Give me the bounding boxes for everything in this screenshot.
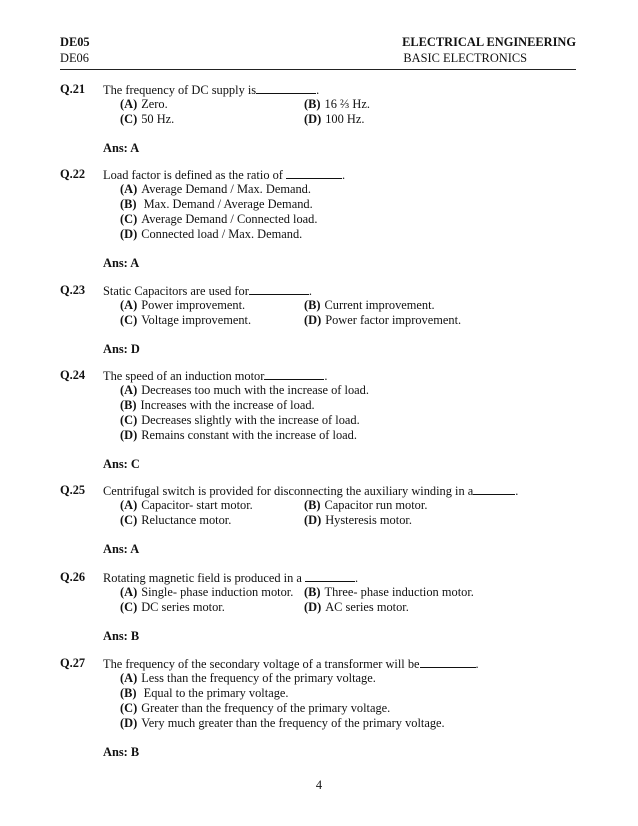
question-text [103, 82, 319, 98]
course-code-2: DE06 [60, 51, 89, 65]
option-letter: (B) [120, 686, 137, 700]
option-letter: (B) [304, 298, 321, 312]
option-text: Remains constant with the increase of load. [141, 428, 357, 442]
answer-key: Ans: B [103, 745, 140, 759]
answer-option [120, 182, 311, 197]
question-period: . [342, 168, 346, 182]
answer-blank [305, 570, 355, 582]
option-text: Greater than the frequency of the primary voltage. [141, 701, 391, 715]
option-letter: (A) [120, 298, 138, 312]
option-text: Power improvement. [141, 298, 246, 312]
answer-blank [420, 656, 476, 668]
answer-key: Ans: D [103, 342, 140, 356]
question-period: . [316, 83, 320, 97]
subject-title-1: ELECTRICAL ENGINEERING [402, 35, 576, 49]
question-number: Q.25 [60, 483, 86, 497]
answer-option [120, 313, 251, 328]
option-letter: (C) [120, 701, 138, 715]
answer-option [304, 97, 370, 112]
answer-key: Ans: A [103, 256, 140, 270]
answer-key: Ans: B [103, 629, 140, 643]
option-text: Hysteresis motor. [325, 513, 412, 527]
answer-key: Ans: A [103, 141, 140, 155]
option-letter: (C) [120, 413, 138, 427]
question-period: . [308, 284, 312, 298]
option-letter: (A) [120, 671, 138, 685]
answer-key: Ans: C [103, 457, 140, 471]
option-letter: (C) [120, 112, 138, 126]
question-period: . [515, 484, 519, 498]
option-text: Decreases slightly with the increase of load. [141, 413, 360, 427]
question-text [103, 570, 358, 586]
answer-option [120, 716, 445, 731]
option-letter: (B) [304, 498, 321, 512]
question-number: Q.26 [60, 570, 86, 584]
answer-option [304, 498, 427, 513]
option-text: Current improvement. [324, 298, 435, 312]
question-text [103, 283, 312, 299]
question-period: . [324, 369, 328, 383]
answer-blank [264, 368, 324, 380]
answer-option [120, 513, 231, 528]
option-text: Zero. [141, 97, 168, 111]
option-letter: (A) [120, 585, 138, 599]
question-stem: The frequency of DC supply is [103, 83, 257, 97]
question-number: Q.21 [60, 82, 86, 96]
answer-option [120, 701, 390, 716]
option-letter: (C) [120, 600, 138, 614]
question-period: . [354, 571, 359, 585]
answer-option [120, 97, 168, 112]
option-text: Increases with the increase of load. [140, 398, 315, 412]
option-letter: (C) [120, 513, 138, 527]
question-stem: The frequency of the secondary voltage of a transformer will be [103, 657, 420, 671]
answer-option [304, 513, 412, 528]
option-letter: (D) [120, 227, 138, 241]
answer-option [120, 398, 315, 413]
course-code-1: DE05 [60, 35, 90, 49]
answer-blank [256, 82, 316, 94]
option-letter: (B) [304, 97, 321, 111]
answer-option [120, 686, 289, 701]
question-stem: Load factor is defined as the ratio of [103, 168, 287, 182]
option-letter: (D) [304, 112, 322, 126]
option-text: Equal to the primary voltage. [140, 686, 289, 700]
option-letter: (C) [120, 313, 138, 327]
option-letter: (B) [304, 585, 321, 599]
header-row-2 [60, 51, 576, 66]
option-letter: (A) [120, 97, 138, 111]
answer-option [120, 112, 174, 127]
option-letter: (A) [120, 383, 138, 397]
answer-option [120, 197, 313, 212]
answer-option [304, 298, 435, 313]
option-text: Capacitor- start motor. [141, 498, 253, 512]
question-number: Q.23 [60, 283, 86, 297]
option-letter: (B) [120, 197, 137, 211]
option-text: AC series motor. [325, 600, 409, 614]
option-letter: (B) [120, 398, 137, 412]
question-stem: Static Capacitors are used for [103, 284, 249, 298]
header-divider [60, 69, 576, 70]
option-text: Decreases too much with the increase of load. [141, 383, 369, 397]
page-number: 4 [315, 778, 323, 792]
option-letter: (C) [120, 212, 138, 226]
answer-option [120, 498, 253, 513]
option-letter: (D) [304, 313, 322, 327]
option-letter: (D) [120, 716, 138, 730]
answer-option [304, 313, 461, 328]
answer-option [120, 413, 360, 428]
option-text: 50 Hz. [141, 112, 175, 126]
answer-option [120, 600, 225, 615]
answer-blank [249, 283, 309, 295]
answer-option [120, 585, 293, 600]
question-text [103, 368, 328, 384]
option-text: Connected load / Max. Demand. [141, 227, 303, 241]
answer-option [120, 383, 369, 398]
header-row-1 [60, 35, 576, 50]
question-text [103, 656, 479, 672]
answer-option [120, 212, 317, 227]
answer-option [304, 112, 364, 127]
question-period: . [475, 657, 479, 671]
option-text: Single- phase induction motor. [141, 585, 294, 599]
answer-blank [286, 167, 342, 179]
answer-option [304, 585, 474, 600]
question-text [103, 167, 345, 183]
answer-option [120, 671, 376, 686]
option-text: Voltage improvement. [141, 313, 252, 327]
option-text: Power factor improvement. [325, 313, 462, 327]
option-text: Very much greater than the frequency of the primary voltage. [141, 716, 445, 730]
answer-option [120, 428, 357, 443]
answer-option [304, 600, 409, 615]
answer-blank [473, 483, 515, 495]
option-letter: (A) [120, 182, 138, 196]
question-stem: Rotating magnetic field is produced in a [103, 571, 305, 585]
answer-key: Ans: A [103, 542, 140, 556]
option-text: Max. Demand / Average Demand. [140, 197, 313, 211]
option-letter: (D) [304, 600, 322, 614]
option-letter: (D) [120, 428, 138, 442]
option-text: 16 ⅔ Hz. [324, 97, 370, 111]
option-letter: (A) [120, 498, 138, 512]
option-text: Average Demand / Max. Demand. [141, 182, 311, 196]
question-text [103, 483, 518, 499]
option-letter: (D) [304, 513, 322, 527]
option-text: Three- phase induction motor. [324, 585, 474, 599]
option-text: 100 Hz. [325, 112, 365, 126]
question-stem: Centrifugal switch is provided for disconnecting the auxiliary winding in a [103, 484, 474, 498]
question-number: Q.27 [60, 656, 86, 670]
option-text: Reluctance motor. [141, 513, 232, 527]
question-number: Q.24 [60, 368, 86, 382]
answer-option [120, 227, 302, 242]
option-text: Average Demand / Connected load. [141, 212, 318, 226]
question-stem: The speed of an induction motor [103, 369, 265, 383]
option-text: DC series motor. [141, 600, 225, 614]
option-text: Less than the frequency of the primary voltage. [141, 671, 376, 685]
question-number: Q.22 [60, 167, 86, 181]
option-text: Capacitor run motor. [324, 498, 428, 512]
answer-option [120, 298, 245, 313]
subject-title-2: BASIC ELECTRONICS [403, 51, 527, 65]
